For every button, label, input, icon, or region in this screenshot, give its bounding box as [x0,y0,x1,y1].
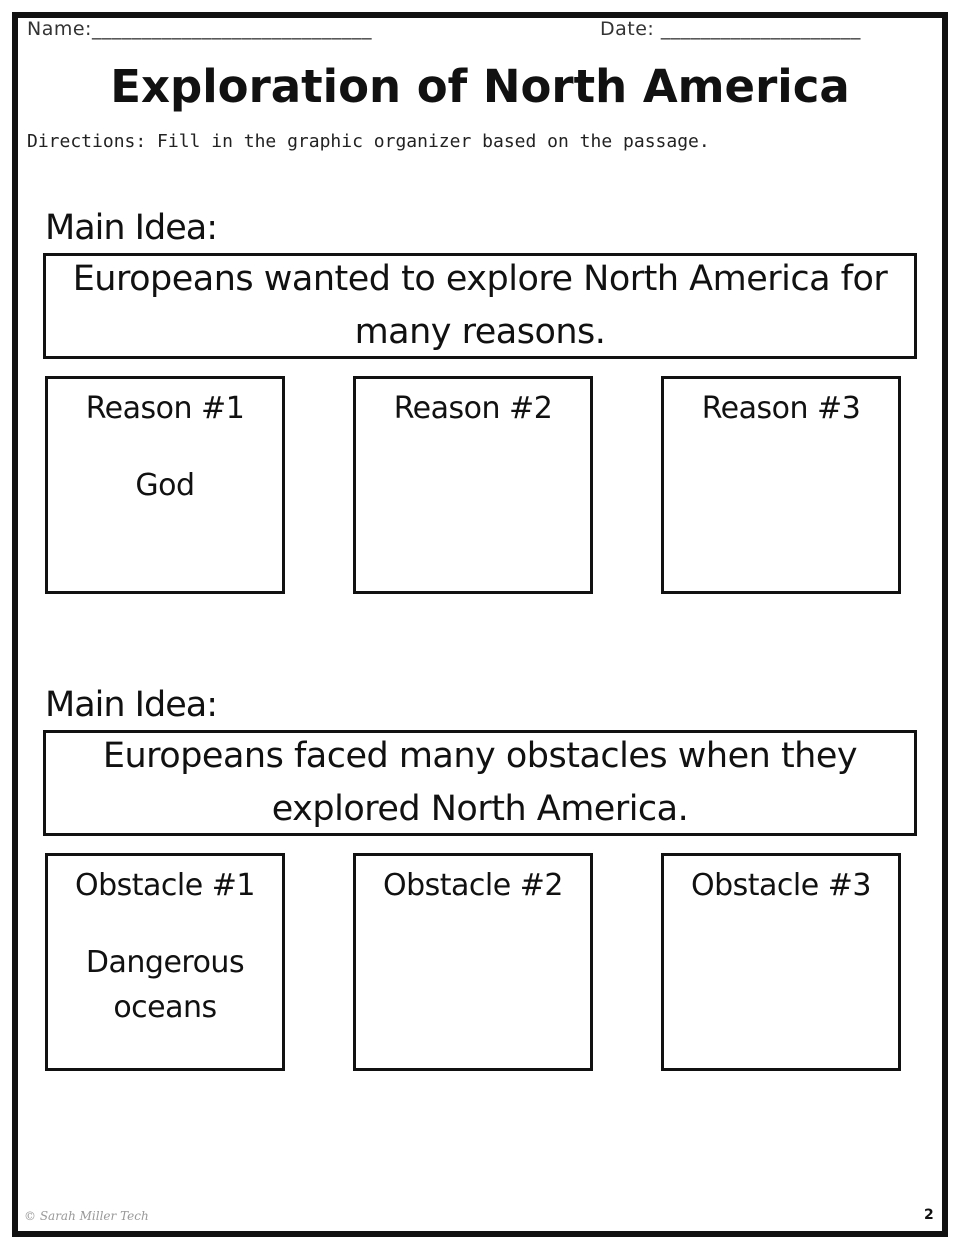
main-idea-label-1: Main Idea: [45,208,217,248]
main-idea-text-1: Europeans wanted to explore North America for many reasons. [72,259,888,352]
obstacle-answer-1[interactable]: Dangerous oceans [85,945,245,1025]
date-field[interactable]: Date: ____________________ [600,18,861,40]
obstacle-title-1: Obstacle #1 [75,868,255,903]
reason-box-1[interactable] [45,376,285,594]
main-idea-text-2: Europeans faced many obstacles when they explored North America. [102,736,858,829]
obstacle-title-3: Obstacle #3 [691,868,871,903]
directions-text: Directions: Fill in the graphic organizer based on the passage. [27,131,710,152]
reason-box-2[interactable] [353,376,593,594]
reason-title-1: Reason #1 [85,391,245,426]
reason-answer-1[interactable]: God [135,468,195,503]
page-number: 2 [924,1207,934,1223]
page-title: Exploration of North America [110,60,850,113]
name-field[interactable]: Name:____________________________ [27,18,372,40]
obstacle-box-3[interactable] [661,853,901,1071]
main-idea-box-1 [43,253,917,359]
reason-title-2: Reason #2 [393,391,553,426]
main-idea-box-2 [43,730,917,836]
copyright-text: © Sarah Miller Tech [24,1209,149,1223]
reason-title-3: Reason #3 [701,391,861,426]
main-idea-label-2: Main Idea: [45,685,217,725]
obstacle-title-2: Obstacle #2 [383,868,563,903]
reason-box-3[interactable] [661,376,901,594]
obstacle-box-1[interactable] [45,853,285,1071]
obstacle-box-2[interactable] [353,853,593,1071]
